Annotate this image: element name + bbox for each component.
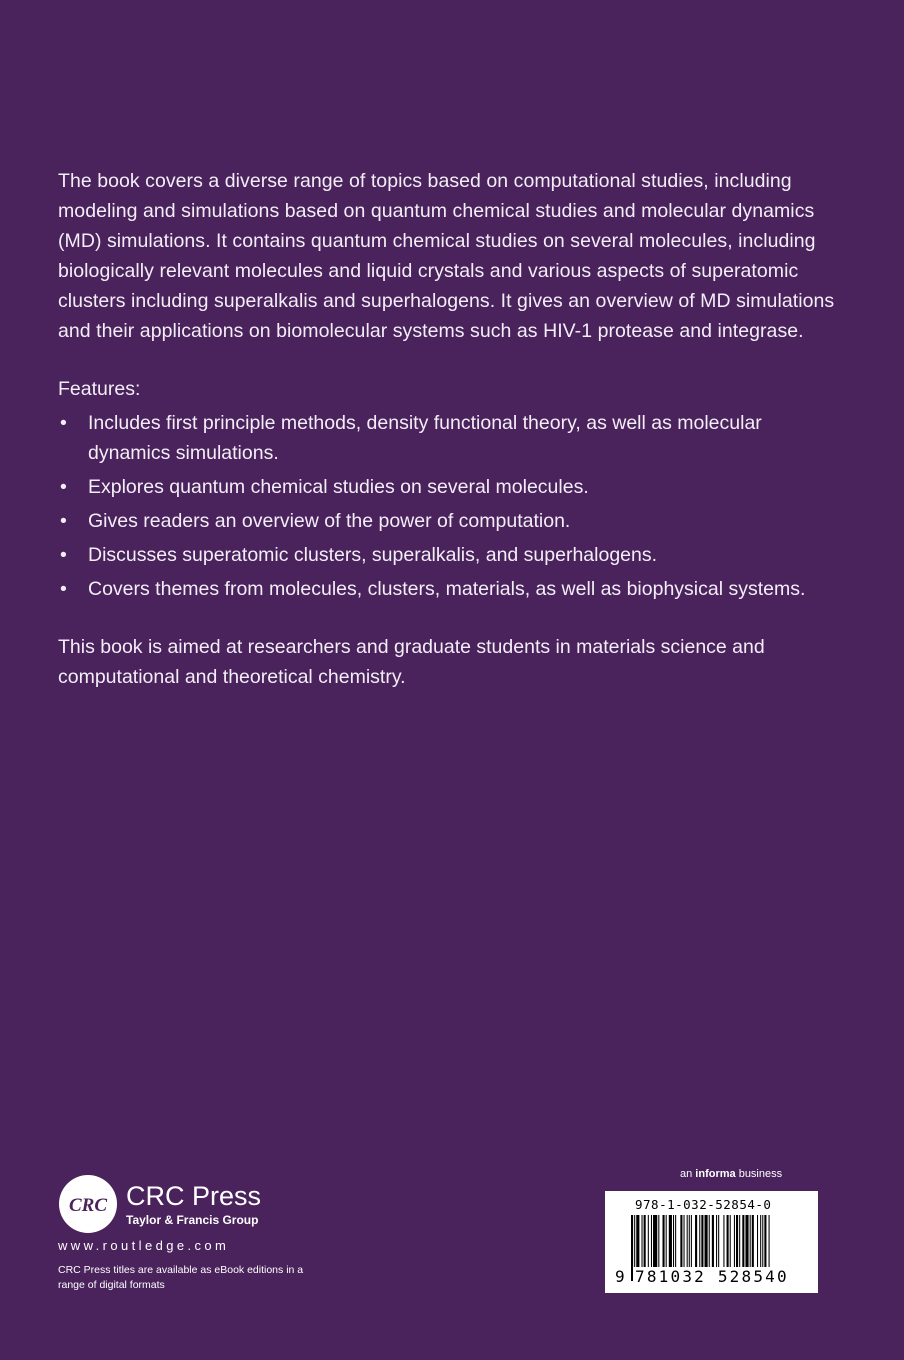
informa-suffix: business	[735, 1168, 783, 1180]
barcode-bar	[695, 1215, 697, 1267]
bullet-icon: •	[60, 510, 67, 532]
barcode-bar	[730, 1215, 731, 1267]
features-list	[58, 408, 848, 604]
barcode-bar	[689, 1215, 690, 1267]
barcode-bar	[762, 1215, 763, 1267]
bullet-icon: •	[60, 544, 67, 566]
barcode-bar	[666, 1215, 667, 1267]
bullet-icon: •	[60, 412, 67, 434]
barcode-bar	[727, 1215, 729, 1267]
ean-first-digit: 9	[615, 1267, 625, 1286]
bullet-icon: •	[60, 578, 67, 600]
barcode-bar	[663, 1215, 665, 1267]
audience-statement: This book is aimed at researchers and graduate students in materials science and computational and theoretical chemistry.	[58, 636, 765, 688]
barcode-bar	[764, 1215, 766, 1267]
publisher-logo-row	[58, 1174, 358, 1234]
barcode-bar	[739, 1215, 740, 1267]
barcode-bar	[684, 1215, 685, 1267]
barcode-bar	[653, 1215, 657, 1267]
feature-text: Includes first principle methods, density functional theory, as well as molecular dynamics simulations.	[88, 412, 762, 464]
ebook-note: CRC Press titles are available as eBook editions in a range of digital formats	[58, 1264, 304, 1291]
barcode-bar	[736, 1215, 738, 1267]
barcode-bar	[769, 1215, 770, 1267]
feature-text: Gives readers an overview of the power of computation.	[88, 510, 571, 532]
barcode-bar	[723, 1215, 724, 1267]
book-description: The book covers a diverse range of topics based on computational studies, including modeling and simulations based on quantum chemical studies and molecular dynamics (MD) simulations. It contains quantum chemical studies on several molecules, including biologically relevant molecules and liquid crystals and various aspects of superatomic clusters including superalkalis and superhalogens. It gives an overview of MD simulations and their applications on biomolecular systems such as HIV-1 protease and integrase.	[58, 170, 835, 342]
feature-item	[58, 540, 848, 570]
barcode-bar	[680, 1215, 682, 1267]
features-heading: Features:	[58, 378, 141, 400]
informa-tagline	[680, 1168, 782, 1180]
barcode-bar	[716, 1215, 717, 1267]
barcode-bar	[752, 1215, 754, 1267]
publisher-url[interactable]: www.routledge.com	[58, 1238, 230, 1253]
feature-item	[58, 506, 848, 536]
barcode-bar	[712, 1215, 714, 1267]
publisher-names	[126, 1181, 261, 1227]
crc-logo-text: CRC	[68, 1195, 108, 1216]
crc-logo-icon	[58, 1174, 118, 1234]
barcode-bar	[644, 1215, 646, 1267]
barcode-bar	[745, 1215, 748, 1267]
back-cover-content	[58, 166, 848, 692]
barcode-bar	[757, 1215, 758, 1267]
publisher-group: Taylor & Francis Group	[126, 1213, 259, 1227]
barcode-bar	[760, 1215, 761, 1267]
barcode-bar	[658, 1215, 659, 1267]
feature-item	[58, 472, 848, 502]
barcode-bar	[750, 1215, 751, 1267]
barcode-bar	[673, 1215, 674, 1267]
barcode-bar	[687, 1215, 688, 1267]
barcode-bar	[675, 1215, 676, 1267]
informa-brand: informa	[695, 1168, 736, 1180]
barcode-bar	[669, 1215, 672, 1267]
informa-prefix: an	[680, 1168, 696, 1180]
isbn-number: 978-1-032-52854-0	[635, 1197, 772, 1212]
barcode-bar	[651, 1215, 652, 1267]
barcode-bar	[718, 1215, 719, 1267]
bullet-icon: •	[60, 476, 67, 498]
barcode-bar	[636, 1215, 639, 1267]
ean-digits: 781032 528540	[635, 1267, 789, 1286]
feature-text: Discusses superatomic clusters, superalkalis, and superhalogens.	[88, 544, 658, 566]
isbn-barcode	[605, 1191, 818, 1293]
feature-text: Explores quantum chemical studies on several molecules.	[88, 476, 589, 498]
barcode-bar	[691, 1215, 692, 1267]
feature-item	[58, 574, 848, 604]
barcode-bar	[699, 1215, 700, 1267]
barcode-bar	[701, 1215, 703, 1267]
feature-text: Covers themes from molecules, clusters, materials, as well as biophysical systems.	[88, 578, 806, 600]
feature-item	[58, 408, 848, 468]
barcode-bar	[742, 1215, 744, 1267]
barcode-bar	[648, 1215, 649, 1267]
publisher-name: CRC Press	[126, 1181, 262, 1211]
barcode-bar	[642, 1215, 643, 1267]
barcode-bar	[734, 1215, 735, 1267]
publisher-block	[58, 1174, 358, 1293]
